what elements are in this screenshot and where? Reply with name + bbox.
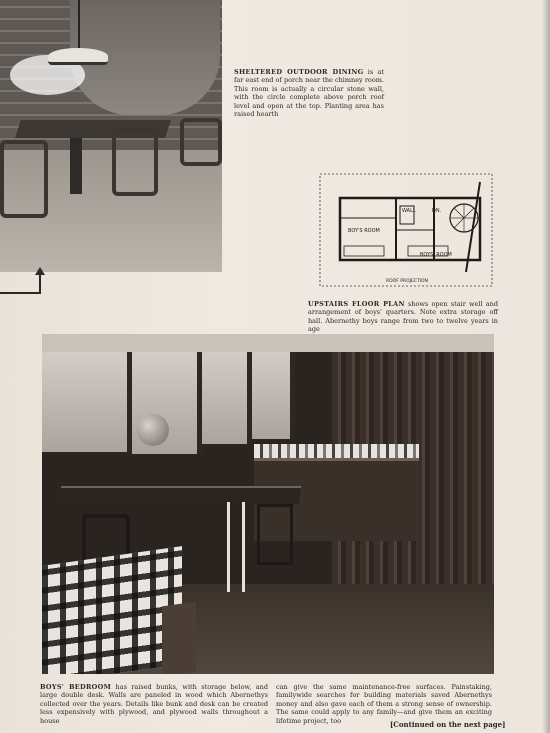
chair: [112, 128, 158, 196]
desk-leg: [242, 502, 245, 592]
bedroom-caption-right: [276, 683, 492, 725]
ceiling: [42, 334, 494, 352]
chair: [180, 118, 222, 166]
bedroom-caption-text: has raised bunks, with storage below, and large double desk. Walls are paneled in wood which Abernethys collected over the years. Details like bunk and desk can be created less expensively with plywood, and plywood walls throughout a house: [40, 683, 268, 725]
pendant-lamp: [48, 48, 108, 65]
bedroom-caption-lead: BOYS' BEDROOM: [40, 683, 112, 691]
dining-caption-lead: SHELTERED OUTDOOR DINING: [234, 68, 364, 76]
plan-label-boys-room-right: BOYS' ROOM: [420, 252, 452, 258]
floor-plan-caption-text: shows open stair well and arrangement of boys' quarters. Note extra storage off hall. Abernethy boys range from two to twelve years in age: [308, 300, 498, 334]
globe: [137, 414, 169, 446]
plan-label-boys-room-left: BOY'S ROOM: [348, 228, 380, 234]
pointer-line-vertical: [39, 274, 41, 294]
floor-plan-caption: [308, 300, 498, 334]
chair: [0, 140, 48, 218]
bedroom-caption-left: [40, 683, 268, 725]
bed-frame: [162, 602, 196, 674]
plan-label-dn: DN.: [432, 208, 442, 214]
up-arrow-icon: [35, 267, 45, 275]
lamp-cord: [78, 0, 80, 50]
table-leg: [70, 138, 82, 194]
plaid-bed: [42, 546, 182, 674]
outdoor-dining-photo: [0, 0, 222, 272]
dining-caption-text: is at far east end of porch near the chimney room. This room is actually a circular stone wall, with the circle complete above porch roof level and open at the top. Planting area has raised hearth: [234, 68, 384, 119]
dining-caption: [234, 68, 384, 118]
pointer-line: [0, 292, 40, 294]
floor-plan-caption-lead: UPSTAIRS FLOOR PLAN: [308, 300, 405, 308]
upstairs-floor-plan: [316, 170, 496, 290]
plan-label-wall: WALL: [402, 208, 416, 214]
bedroom-caption-right-text: can give the same maintenance-free surfaces. Painstaking, familywide searches for building materials saved Abernethys money and also gave each of them a strong sense of ownership. The same could apply to any family—and give them an exciting lifetime project, too: [276, 683, 492, 725]
raised-bunk: [254, 444, 419, 458]
continued-note: [Continued on the next page]: [390, 720, 506, 729]
chair: [257, 504, 293, 565]
desk-leg: [227, 502, 230, 592]
boys-bedroom-photo: [42, 334, 494, 674]
plan-label-roof-projection: ROOF PROJECTION: [386, 279, 428, 284]
double-desk: [59, 486, 302, 504]
